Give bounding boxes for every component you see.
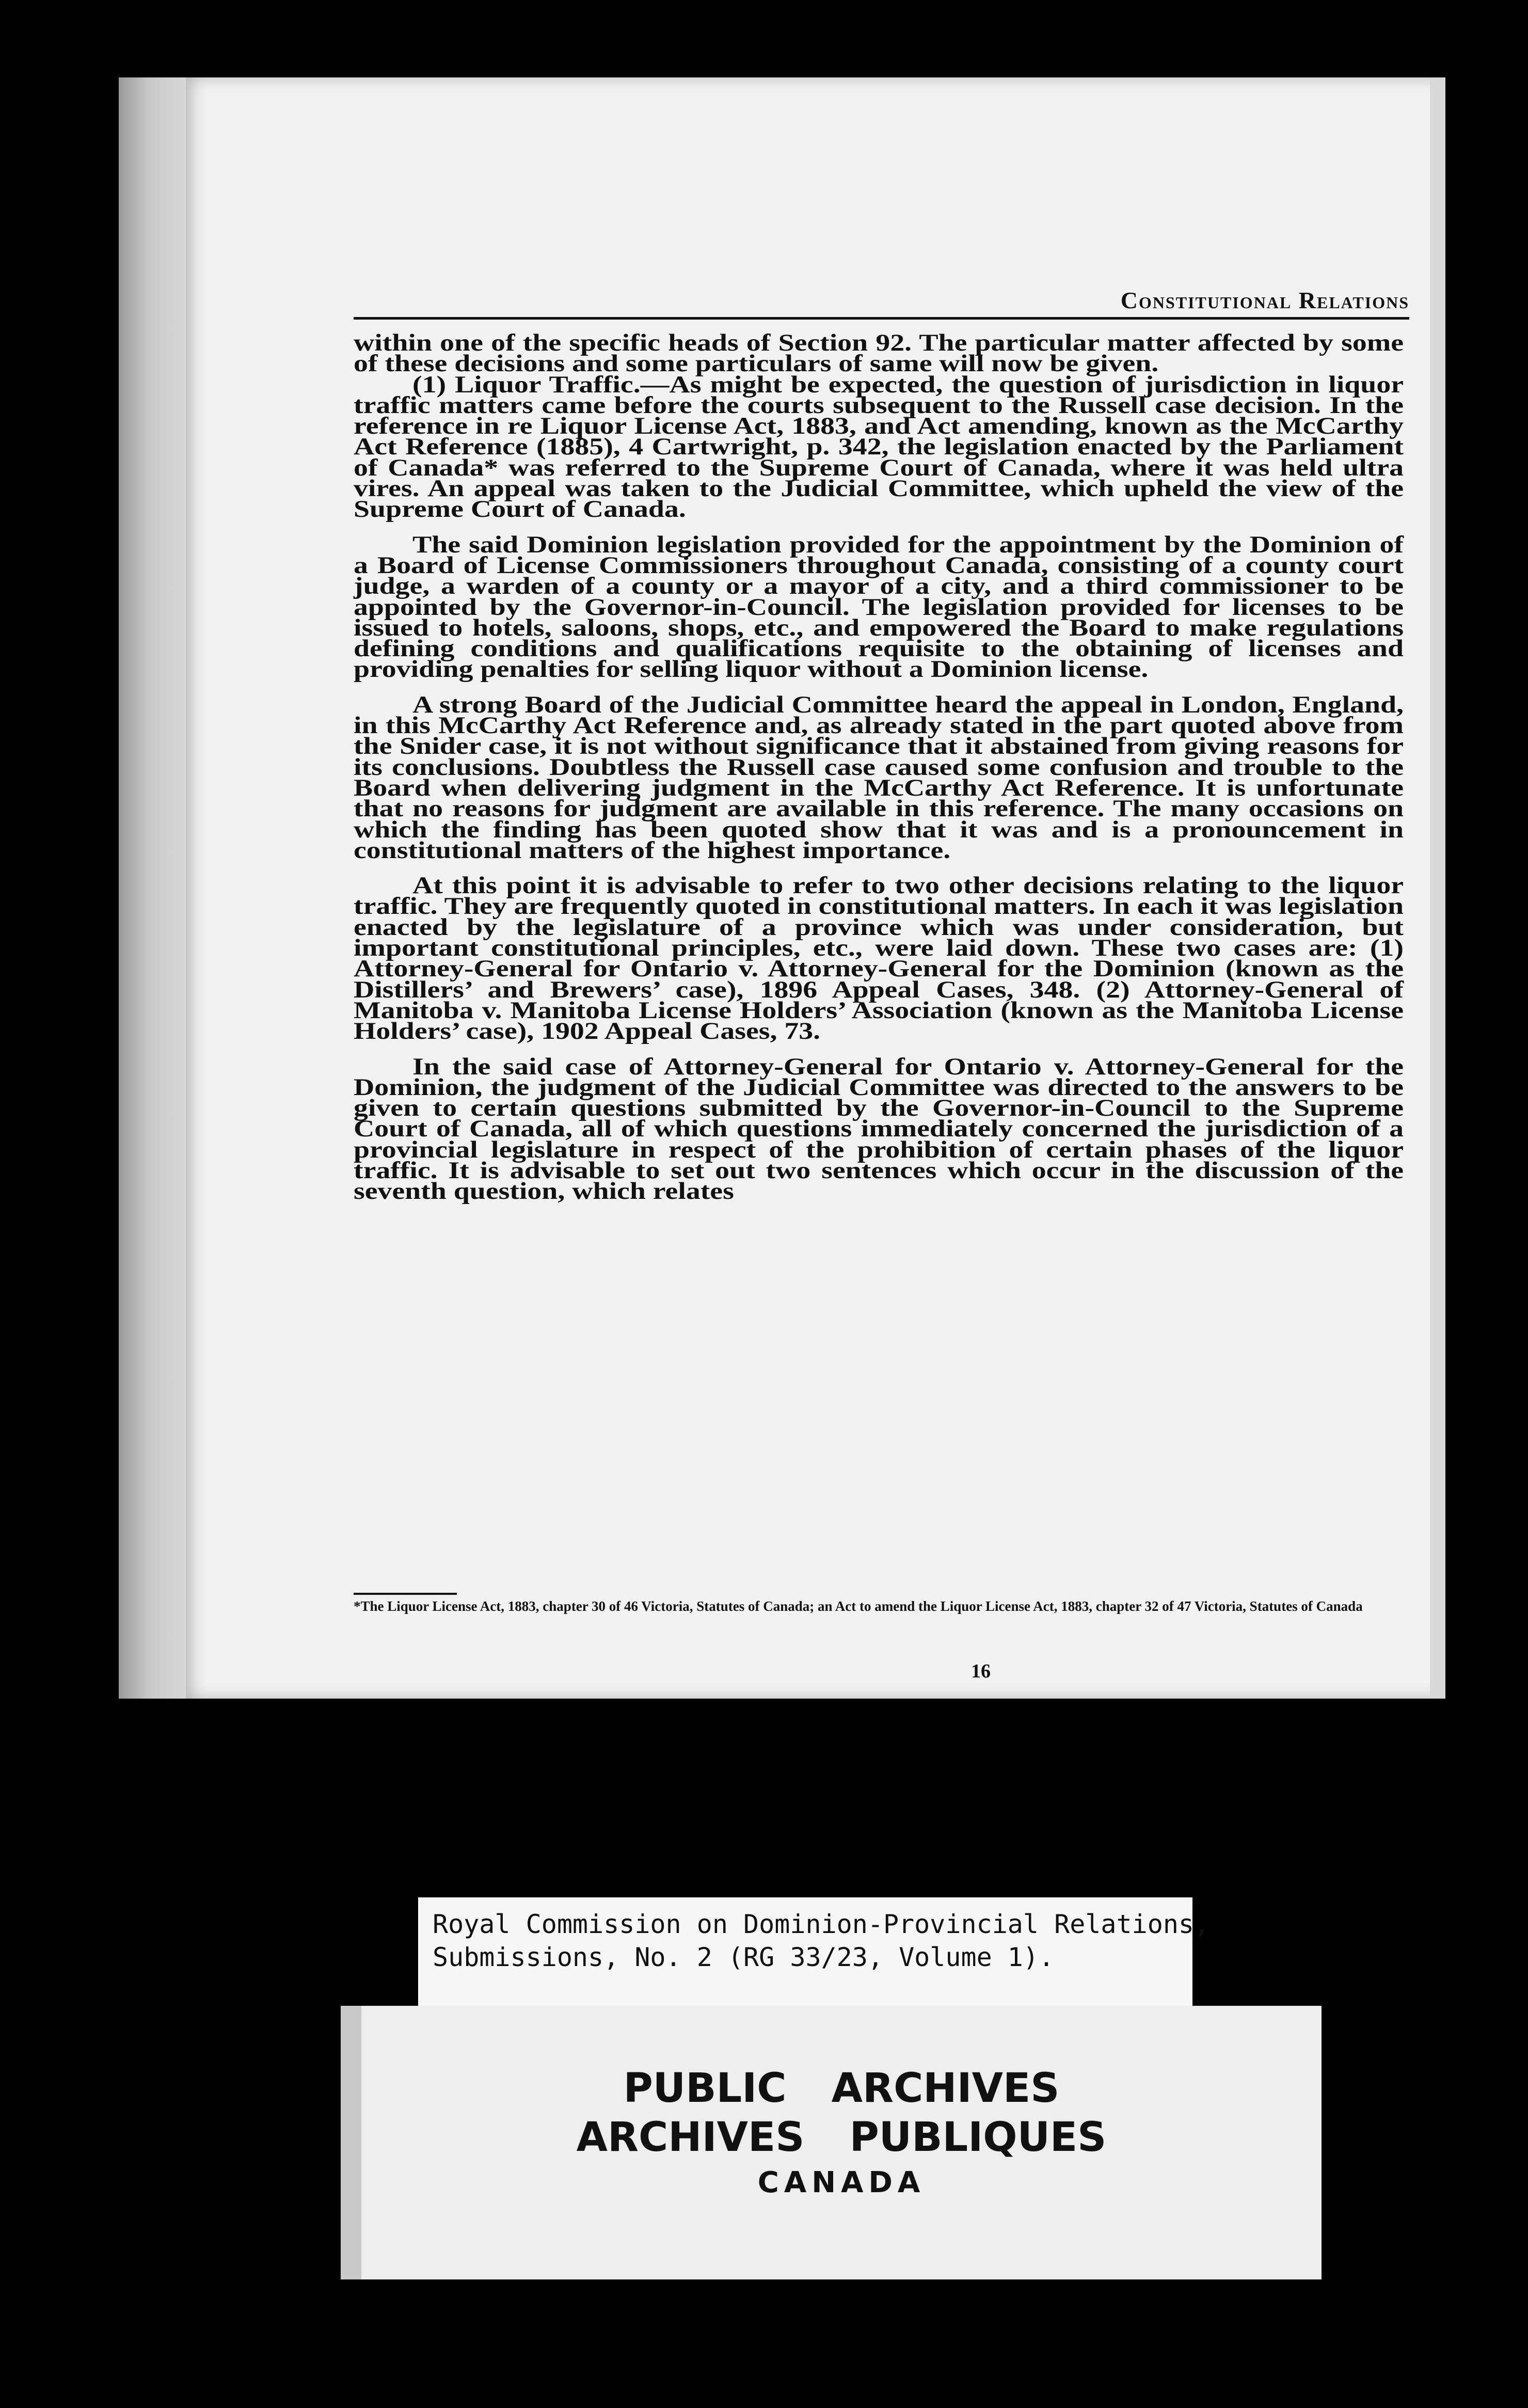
document-page (186, 77, 1445, 1699)
footnote-rule (354, 1593, 457, 1595)
citation-label (418, 1897, 1210, 2006)
archives-line-french: ARCHIVES PUBLIQUES (576, 2114, 1107, 2161)
body-text (354, 330, 1404, 1205)
archives-stamp (341, 2006, 1322, 2279)
archives-line-english: PUBLIC ARCHIVES (623, 2065, 1060, 2112)
citation-text: Royal Commission on Dominion-Provincial Relations, Submissions, No. 2 (RG 33/23, Volume 1). (433, 1909, 1210, 1972)
archives-line-country: CANADA (757, 2166, 926, 2199)
footnote: *The Liquor License Act, 1883, chapter 30 of 46 Victoria, Statutes of Canada; an Act to amend the Liquor License Act, 1883, chapter 32 of 47 Victoria, Statutes of Canada (354, 1598, 1363, 1614)
paragraph-liquor-traffic: (1) Liquor Traffic.—As might be expected, the question of jurisdiction in liquor traffic matters came before the courts subsequent to the Russell case decision. In the reference in re Liquor License Act, 1883, and Act amending, known as the McCarthy Act Reference (1885), 4 Cartwright, p. 342, the legislation enacted by the Parliament of Canada* was referred to the Supreme Court of Canada, where it was held ultra vires. An appeal was taken to the Judicial Committee, which upheld the view of the Supreme Court of Canada. (354, 371, 1404, 523)
paragraph-dominion-legislation: The said Dominion legislation provided for the appointment by the Dominion of a Board of License Commissioners throughout Canada, consisting of a county court judge, a warden of a county or a mayor of a city, and a third commissioner to be appointed by the Governor-in-Council. The legislation provided for licenses to be issued to hotels, saloons, shops, etc., and empowered the Board to make regulations defining conditions and qualifications requisite to the obtaining of licenses and providing penalties for selling liquor without a Dominion license. (354, 531, 1404, 683)
paragraph-two-decisions: At this point it is advisable to refer to two other decisions relating to the liquor traffic. They are frequently quoted in constitutional matters. In each it was legislation enacted by the legislature of a province which was under consideration, but important constitutional principles, etc., were laid down. These two cases are: (1) Attorney-General for Ontario v. Attorney-General for the Dominion (known as the Distillers’ and Brewers’ case), 1896 Appeal Cases, 348. (2) Attorney-General of Manitoba v. Manitoba License Holders’ Association (known as the Manitoba License Holders’ case), 1902 Appeal Cases, 73. (354, 873, 1404, 1045)
film-edge (119, 77, 196, 1699)
running-head: Constitutional Relations (354, 287, 1409, 320)
paragraph-continuation: within one of the specific heads of Section 92. The particular matter affected by some of these decisions and some particulars of same will now be given. (354, 330, 1404, 377)
page-edge (1430, 77, 1445, 1699)
paragraph-judicial-committee: A strong Board of the Judicial Committee heard the appeal in London, England, in this McCarthy Act Reference and, as already stated in the part quoted above from the Snider case, it is not without significance that it abstained from giving reasons for its conclusions. Doubtless the Russell case caused some confusion and trouble to the Board when delivering judgment in the McCarthy Act Reference. It is unfortunate that no reasons for judgment are available in this reference. The many occasions on which the finding has been quoted show that it was and is a pronouncement in constitutional matters of the highest importance. (354, 691, 1404, 864)
paragraph-ontario-case: In the said case of Attorney-General for Ontario v. Attorney-General for the Dominion, the judgment of the Judicial Committee was directed to the answers to be given to certain questions submitted by the Governor-in-Council to the Supreme Court of Canada, all of which questions immediately concerned the jurisdiction of a provincial legislature in respect of the prohibition of certain phases of the liquor traffic. It is advisable to set out two sentences which occur in the discussion of the seventh question, which relates (354, 1053, 1404, 1205)
page-number: 16 (971, 1660, 991, 1682)
